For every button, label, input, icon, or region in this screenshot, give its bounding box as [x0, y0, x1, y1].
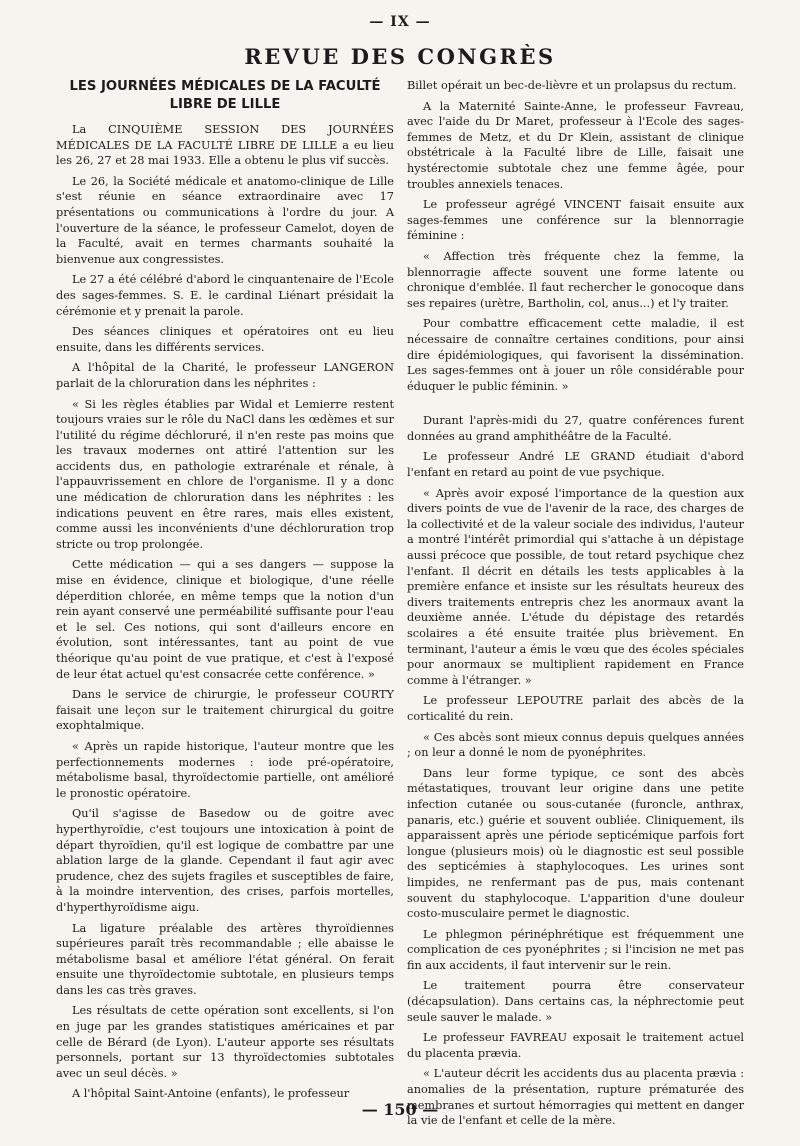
paragraph: Cette médication — qui a ses dangers — suppose la mise en évidence, clinique et biologique, d'une réelle déperdition chlorée, en même temps que la notion d'un rein ayant conservé une perméabilité suffisante pour l'eau et le sel. Ces notions, qui sont d'ailleurs encore en évolution, sont intéressantes, tant au point de vue théorique qu'au point de vue pratique, et c'est à l'exposé de leur état actuel qu'est consacrée cette conférence. »: [56, 558, 394, 681]
paragraph: Durant l'après-midi du 27, quatre conférences furent données au grand amphithéâtre de la Faculté.: [407, 414, 744, 443]
right-paragraphs-a: [407, 78, 744, 394]
paragraph: Dans le service de chirurgie, le professeur COURTY faisait une leçon sur le traitement chirurgical du goitre exophtalmique.: [56, 688, 394, 733]
paragraph: Le traitement pourra être conservateur (décapsulation). Dans certains cas, la néphrectomie peut seule sauver le malade. »: [407, 979, 744, 1024]
paragraph: Le professeur agrégé VINCENT faisait ensuite aux sages-femmes une conférence sur la blennorragie féminine :: [407, 198, 744, 243]
paragraph: « Ces abcès sont mieux connus depuis quelques années ; on leur a donné le nom de pyonéphrites.: [407, 730, 744, 760]
paragraph: « Après un rapide historique, l'auteur montre que les perfectionnements modernes : iode pré-opératoire, métabolisme basal, thyroïdectomie partielle, ont amélioré le pronostic opératoire.: [56, 739, 394, 800]
roman-page-number: — IX —: [369, 14, 431, 30]
paragraph: A la Maternité Sainte-Anne, le professeur Favreau, avec l'aide du Dr Maret, professeur à l'Ecole des sages-femmes de Metz, et du Dr Klein, assistant de clinique obstétricale à la Faculté libre de Lille, faisait une hystérectomie subtotale chez une femme âgée, pour troubles annexiels tenaces.: [407, 99, 744, 191]
paragraph: La ligature préalable des artères thyroïdiennes supérieures paraît très recommandable ; elle abaisse le métabolisme basal et améliore l'état général. On ferait ensuite une thyroïdectomie subtotale, en plusieurs temps dans les cas très graves.: [56, 921, 394, 997]
article-title: LES JOURNÉES MÉDICALES DE LA FACULTÉ LIBRE DE LILLE: [69, 79, 381, 112]
paragraph: Le phlegmon périnéphrétique est fréquemment une complication de ces pyonéphrites ; si l'incision ne met pas fin aux accidents, il faut intervenir sur le rein.: [407, 927, 744, 972]
paragraph: Billet opérait un bec-de-lièvre et un prolapsus du rectum.: [407, 79, 737, 92]
paragraph: A l'hôpital Saint-Antoine (enfants), le professeur: [72, 1087, 350, 1101]
paragraph: « Affection très fréquente chez la femme, la blennorragie affecte souvent une forme latente ou chronique d'emblée. Il faut rechercher le gonocoque dans ses repaires (urètre, Bartholin, col, anus...) et l'y traiter.: [407, 249, 744, 310]
section-gap: [407, 399, 744, 413]
paragraph: Le professeur André LE GRAND étudiait d'abord l'enfant en retard au point de vue psychique.: [407, 450, 744, 480]
paragraph: « Si les règles établies par Widal et Lemierre restent toujours vraies sur le rôle du NaCl dans les œdèmes et sur l'utilité du régime déchloruré, il n'en reste pas moins que les travaux modernes ont attiré l'attention sur les accidents dus, en pathologie extrarénale et rénale, à l'appauvrissement en chlore de l'organisme. Il y a donc une médication de chloruration dans les néphrites : les indications peuvent en être rares, mais elles existent, comme aussi les inconvénients d'une déchloruration trop stricte ou trop prolongée.: [56, 397, 394, 551]
paragraph: A l'hôpital de la Charité, le professeur LANGERON parlait de la chloruration dans les néphrites :: [56, 361, 394, 390]
left-paragraphs: [56, 122, 394, 1102]
paragraph: Pour combattre efficacement cette maladie, il est nécessaire de connaître certaines conditions, pour ainsi dire épidémiologiques, qui favorisent la dissémination. Les sages-femmes ont à jouer un rôle considérable pour éduquer le public féminin. »: [407, 317, 744, 393]
paragraph: Le 26, la Société médicale et anatomo-clinique de Lille s'est réunie en séance extraordinaire avec 17 présentations ou communications à l'ordre du jour. A l'ouverture de la séance, le professeur Camelot, doyen de la Faculté, avait en termes charmants souhaité la bienvenue aux congressistes.: [56, 174, 394, 266]
left-column: [56, 78, 394, 1107]
paragraph: Qu'il s'agisse de Basedow ou de goitre avec hyperthyroïdie, c'est toujours une intoxication à point de départ thyroïdien, qu'il est logique de combattre par une ablation large de la glande. Cependant il faut agir avec prudence, chez des sujets fragiles et susceptibles de faire, à la moindre intervention, des crises, parfois mortelles, d'hyperthyroïdisme aigu.: [56, 807, 394, 914]
right-paragraphs-b: [407, 413, 744, 1129]
section-banner: REVUE DES CONGRÈS: [244, 44, 556, 69]
paragraph: Le 27 a été célébré d'abord le cinquantenaire de l'Ecole des sages-femmes. S. E. le cardinal Liénart présidait la cérémonie et y prenait la parole.: [56, 273, 394, 318]
paragraph: Les résultats de cette opération sont excellents, si l'on en juge par les grandes statistiques américaines et par celle de Bérard (de Lyon). L'auteur apporte ses résultats personnels, portant sur 13 thyroïdectomies subtotales avec un seul décès. »: [56, 1004, 394, 1080]
paragraph: Des séances cliniques et opératoires ont eu lieu ensuite, dans les différents services.: [56, 325, 394, 354]
folio-page-number: — 150 —: [361, 1100, 439, 1119]
paragraph: Dans leur forme typique, ce sont des abcès métastatiques, trouvant leur origine dans une petite infection cutanée ou sous-cutanée (furoncle, anthrax, panaris, etc.) guérie et souvent oubliée. Cliniquement, ils apparaissent après une période septicémique parfois fort longue (plusieurs mois) où le diagnostic est seul possible des septicémies à staphylocoques. Les urines sont limpides, ne renfermant pas de pus, mais contenant souvent du staphylocoque. L'apparition d'une douleur costo-musculaire permet le diagnostic.: [407, 766, 744, 921]
paragraph: La CINQUIÈME SESSION DES JOURNÉES MÉDICALES DE LA FACULTÉ LIBRE DE LILLE a eu lieu les 26, 27 et 28 mai 1933. Elle a obtenu le plus vif succès.: [56, 123, 394, 168]
paragraph: « L'auteur décrit les accidents dus au placenta prævia : anomalies de la présentation, rupture prématurée des membranes et surtout hémorragies qui mettent en danger la vie de l'enfant et celle de la mère.: [407, 1067, 744, 1128]
right-column: [407, 78, 744, 1134]
paragraph: « Après avoir exposé l'importance de la question aux divers points de vue de l'avenir de la race, des charges de la collectivité et de la valeur sociale des individus, l'auteur a montré l'intérêt primordial qui s'attache à un dépistage aussi précoce que possible, de tout retard psychique chez l'enfant. Il décrit en détails les tests applicables à la première enfance et insiste sur les résultats heureux des divers traitements entrepris chez les anormaux avant la deuxième année. L'étude du dépistage des retardés scolaires a été ensuite traitée plus brièvement. En terminant, l'auteur a émis le vœu que des écoles spéciales pour anormaux se multiplient rapidement en France comme à l'étranger. »: [407, 486, 744, 687]
paragraph: Le professeur LEPOUTRE parlait des abcès de la corticalité du rein.: [407, 694, 744, 723]
paragraph: Le professeur FAVREAU exposait le traitement actuel du placenta prævia.: [407, 1031, 744, 1060]
